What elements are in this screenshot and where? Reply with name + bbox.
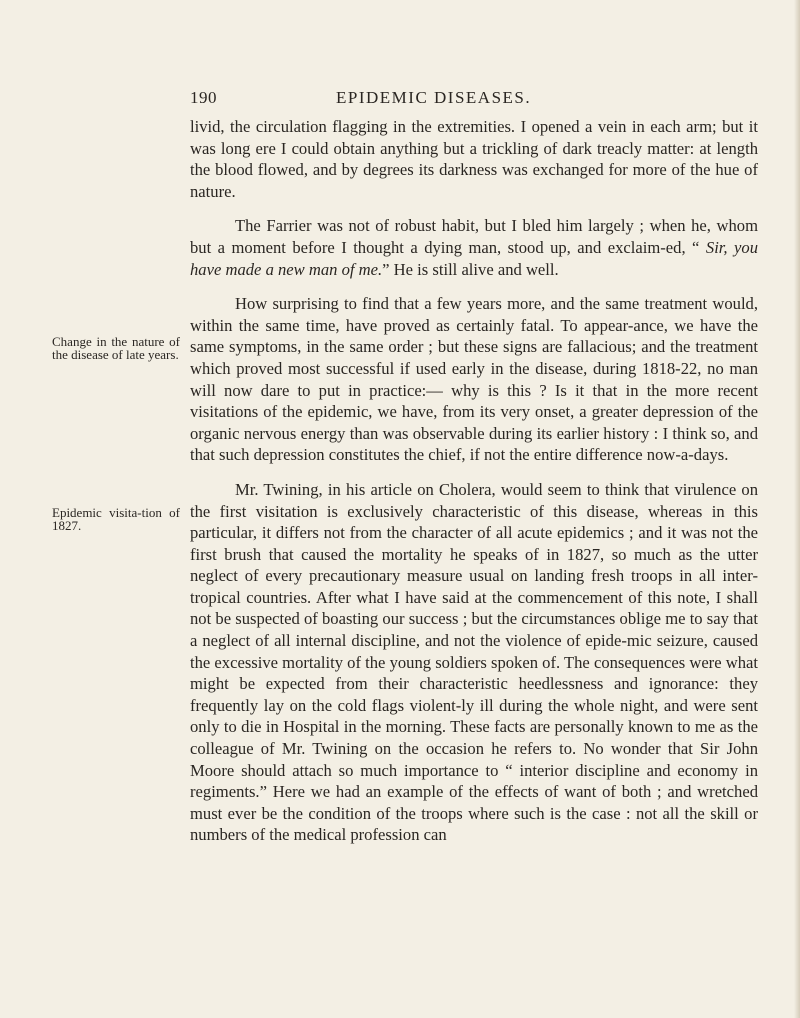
paragraph-1: livid, the circulation flagging in the extremities. I opened a vein in each arm; but it was long ere I could obtain anything but a trickling of dark treacly matter: at length the blood flowed, and by degrees its darkness was exchanged for more of the hue of nature. [190,117,758,201]
page-number: 190 [190,88,217,107]
paragraph-2-lead: The Farrier was not of robust habit, but I bled him largely ; when he, whom but a moment before I thought a dying man, stood up, and exclaim-ed, “ [190,216,758,257]
paragraph-3: How surprising to find that a few years more, and the same treatment would, within the same time, have proved as certainly fatal. To appear-ance, we have the same symptoms, in the same order ; but these signs are fallacious; and the treatment which proved most successful if used early in the disease, during 1818-22, no man will now dare to put in practice:— why is this ? Is it that in the more recent visitations of the epidemic, we have, from its very onset, a greater depression of the organic nervous energy than was observable during its earlier history : I think so, and that such depression constitutes the chief, if not the entire difference now-a-days. [190,294,758,465]
body-text [190,116,758,846]
running-head: EPIDEMIC DISEASES. [336,88,532,107]
paragraph-2 [190,215,758,280]
sidenote-epidemic: Epidemic visita-tion of 1827. [52,505,180,533]
sidenote-change: Change in the nature of the disease of late years. [52,334,180,362]
page-edge-shadow [794,0,800,1018]
paragraph-4: Mr. Twining, in his article on Cholera, would seem to think that virulence on the first visitation is exclusively characteristic of this disease, whereas in this particular, it differs not from the character of all acute epidemics ; and it was not the first brush that caused the mortality he speaks of in 1827, so much as the utter neglect of every precautionary measure usual on landing fresh troops in all inter-tropical countries. After what I have said at the commencement of this note, I shall not be suspected of boasting our success ; but the circumstances oblige me to say that a neglect of all internal discipline, and not the violence of epide-mic seizure, caused the excessive mortality of the young soldiers spoken of. The consequences were what might be expected from their characteristic heedlessness and ignorance: they frequently lay on the cold flags violent-ly ill during the whole night, and were sent only to die in Hospital in the morning. These facts are personally known to me as the colleague of Mr. Twining on the occasion he refers to. No wonder that Sir John Moore should attach so much importance to “ interior discipline and economy in regiments.” Here we had an example of the effects of want of both ; and wretched must ever be the condition of the troops where such is the case : not all the skill or numbers of the medical profession can [190,479,758,845]
farrier-quote: Sir, you have made a new man of me. [190,237,758,279]
paragraph-2-tail: ” He is still alive and well. [382,259,559,279]
